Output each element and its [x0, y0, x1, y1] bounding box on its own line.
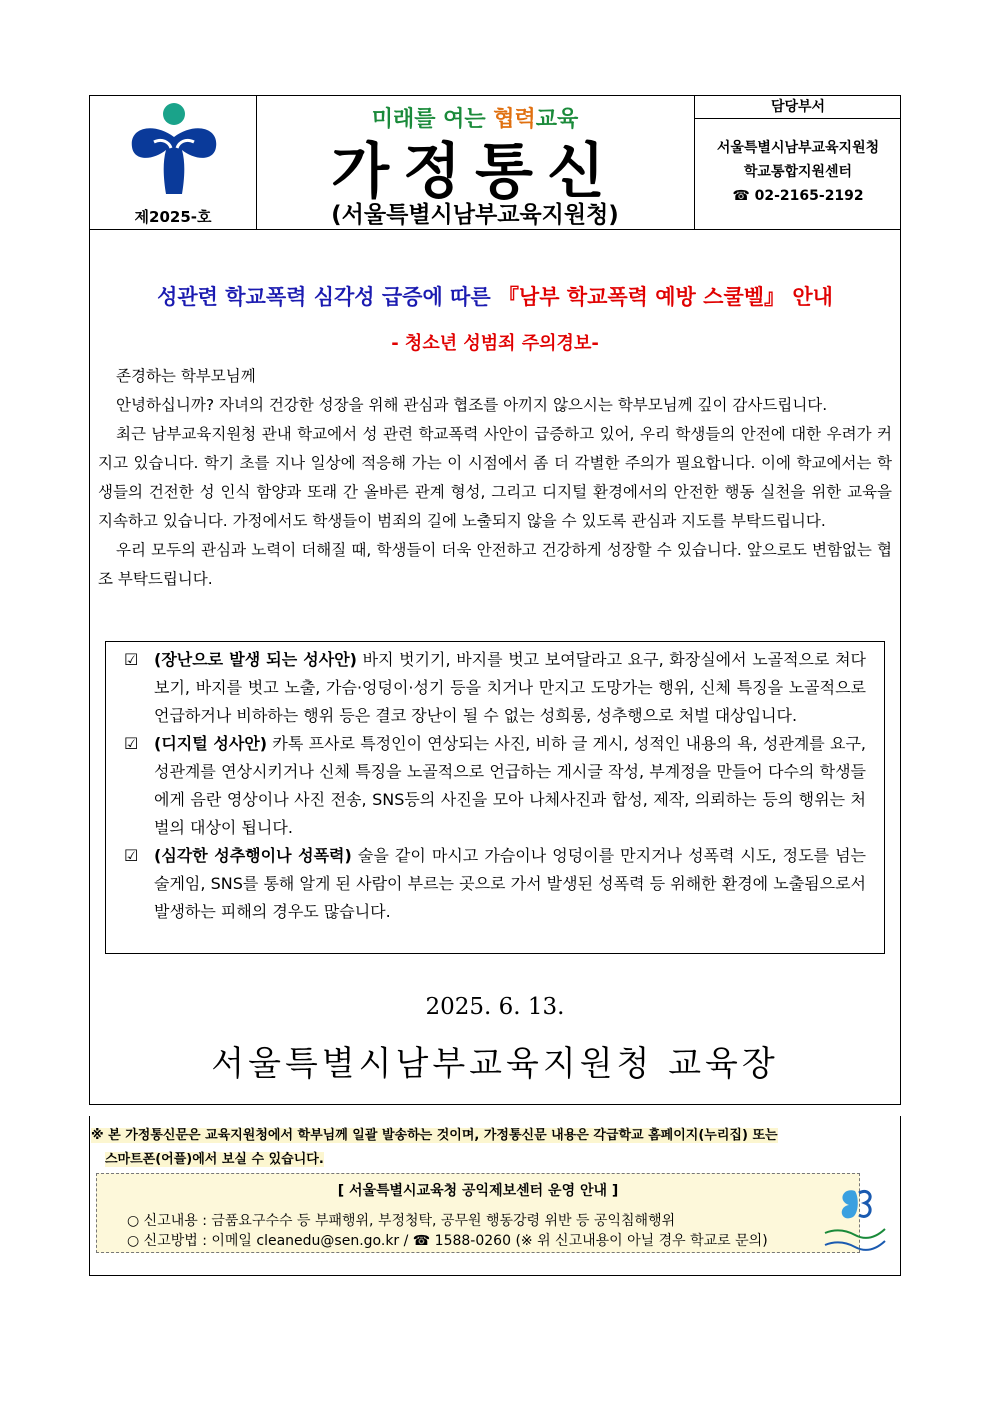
notice-title: [ 서울특별시교육청 공익제보센터 운영 안내 ]	[337, 1183, 619, 1199]
signature: 서울특별시남부교육지원청 교육장	[211, 1044, 779, 1084]
slogan-suffix: 교육	[535, 107, 579, 132]
checkbox-icon: ☑	[124, 846, 139, 865]
headline-tail: 안내	[785, 285, 833, 309]
issue-number: 제2025-호	[134, 208, 212, 226]
dept-cell	[694, 96, 901, 229]
case-box	[105, 641, 885, 954]
letter-date: 2025. 6. 13.	[425, 994, 565, 1020]
case-title: (심각한 성추행이나 성폭력)	[154, 846, 352, 865]
body-paragraph: 우리 모두의 관심과 노력이 더해질 때, 학생들이 더욱 안전하고 건강하게 성장할 수 있습니다. 앞으로도 변함없는 협조 부탁드립니다.	[98, 541, 892, 588]
footnote-line: ※ 본 가정통신문은 교육지원청에서 학부님께 일괄 발송하는 것이며, 가정통신문 내용은 각급학교 홈페이지(누리집) 또는	[91, 1128, 778, 1143]
notice-line: ○ 신고방법 : 이메일 cleanedu@sen.go.kr / ☎ 1588-0260 (※ 위 신고내용이 아닐 경우 학교로 문의)	[127, 1233, 768, 1249]
dept-center: 학교통합지원센터	[743, 164, 853, 180]
case-item	[124, 646, 866, 730]
dept-phone: ☎ 02-2165-2192	[732, 188, 864, 204]
headline-blue: 성관련 학교폭력 심각성 급증에 따른	[157, 285, 498, 309]
footnote	[91, 1124, 901, 1172]
page-title: 가정통신	[331, 137, 619, 207]
slogan-accent: 협력	[493, 107, 536, 132]
checkbox-icon: ☑	[124, 734, 139, 753]
letter-header	[90, 96, 900, 230]
slogan-prefix: 미래를 여는	[371, 107, 494, 132]
dept-org: 서울특별시남부교육지원청	[716, 140, 880, 156]
logo-cell	[90, 96, 257, 229]
headline-red: 『남부 학교폭력 예방 스쿨벨』	[497, 285, 786, 309]
headline-sub: - 청소년 성범죄 주의경보-	[391, 333, 599, 354]
case-title: (장난으로 발생 되는 성사안)	[154, 650, 357, 669]
clean-mark-icon	[815, 1183, 895, 1253]
footnote-line: 스마트폰(어플)에서 보실 수 있습니다.	[105, 1152, 324, 1167]
letter-frame	[89, 95, 901, 1105]
case-item	[124, 730, 866, 842]
body-paragraph: 최근 남부교육지원청 관내 학교에서 성 관련 학교폭력 사안이 급증하고 있어, 우리 학생들의 안전에 대한 우려가 커지고 있습니다. 학기 초를 지나 일상에 적응해 가는 이 시점에서 좀 더 각별한 주의가 필요합니다. 이에 학교에서는 학생들의 건전한 성 인식 함양과 또래 간 올바른 관계 형성, 그리고 디지털 환경에서의 안전한 행동 실천을 위한 교육을 지속하고 있습니다. 가정에서도 학생들이 범죄의 길에 노출되지 않을 수 있도록 관심과 지도를 부탁드립니다.	[98, 425, 892, 530]
case-item	[124, 842, 866, 926]
seoul-education-logo-icon	[124, 102, 224, 202]
case-text: 카톡 프사로 특정인이 연상되는 사진, 비하 글 게시, 성적인 내용의 욕, 성관계를 요구, 성관계를 연상시키거나 신체 특징을 노골적으로 언급하는 게시글 작성, 부계정을 만들어 다수의 학생들에게 음란 영상이나 사진 전송, SNS등의 사진을 모아 나체사진과 합성, 제작, 의뢰하는 등의 행위는 처벌의 대상이 됩니다.	[154, 734, 866, 837]
checkbox-icon: ☑	[124, 650, 139, 669]
headline	[90, 281, 900, 311]
notice-line: ○ 신고내용 : 금품요구수수 등 부패행위, 부정청탁, 공무원 행동강령 위반 등 공익침해행위	[127, 1213, 676, 1229]
page-subtitle: (서울특별시남부교육지원청)	[331, 202, 619, 228]
case-text: 술을 같이 마시고 가슴이나 엉덩이를 만지거나 성폭력 시도, 정도를 넘는 술게임, SNS를 통해 알게 된 사람이 부르는 곳으로 가서 발생된 성폭력 등 위해한 환경에 노출됨으로서 발생하는 피해의 경우도 많습니다.	[154, 846, 866, 921]
body-paragraph: 안녕하십니까? 자녀의 건강한 성장을 위해 관심과 협조를 아끼지 않으시는 학부모님께 깊이 감사드립니다.	[116, 396, 828, 414]
dept-info	[695, 136, 901, 208]
dept-label: 담당부서	[695, 96, 901, 119]
case-title: (디지털 성사안)	[154, 734, 268, 753]
letter-body	[98, 362, 892, 594]
whistleblower-notice	[96, 1173, 860, 1253]
greeting: 존경하는 학부모님께	[116, 367, 256, 385]
case-text: 바지 벗기기, 바지를 벗고 보여달라고 요구, 화장실에서 노골적으로 쳐다보기, 바지를 벗고 노출, 가슴·엉덩이·성기 등을 치거나 만지고 도망가는 행위, 신체 특징을 노골적으로 언급하거나 비하하는 행위 등은 결코 장난이 될 수 없는 성희롱, 성추행으로 처벌 대상입니다.	[154, 650, 867, 725]
